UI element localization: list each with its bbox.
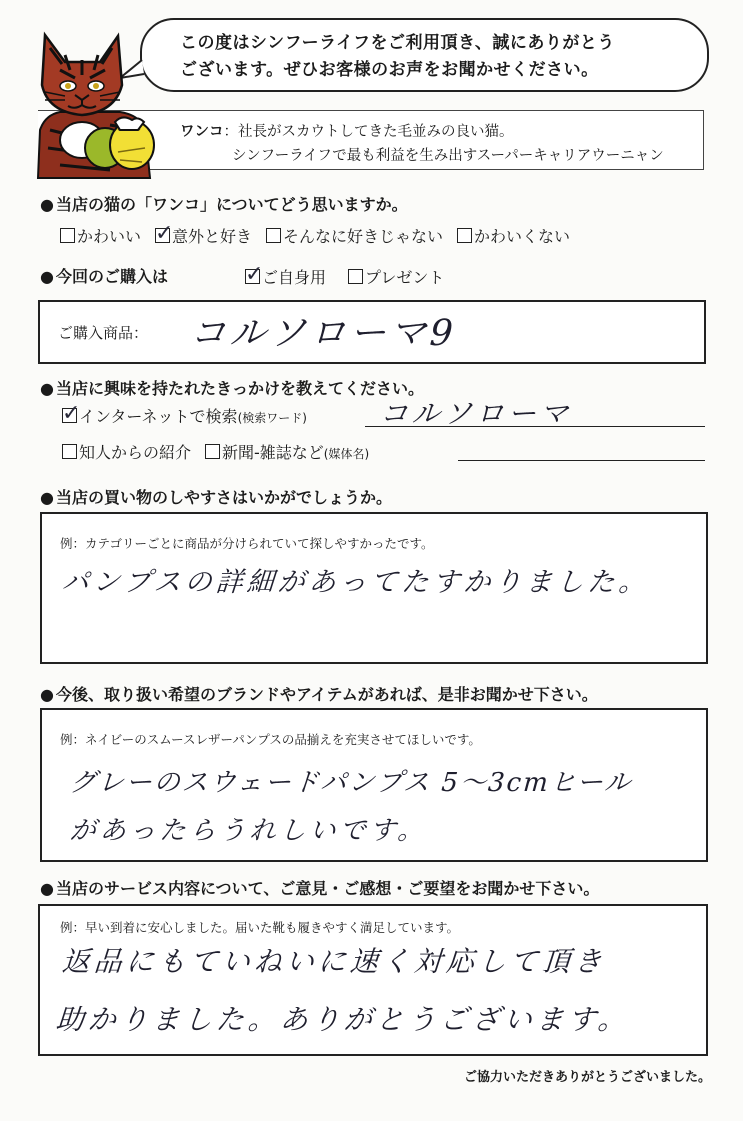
q3-option-internet[interactable] — [62, 401, 307, 427]
check-mark-icon: ✓ — [62, 401, 81, 426]
q6-example: 例：早い到着に安心しました。届いた靴も履きやすく満足しています。 — [60, 920, 460, 935]
q1-question: ● 当店の猫の「ワンコ」についてどう思いますか。 — [40, 192, 408, 215]
mascot-desc-1: ：社長がスカウトしてきた毛並みの良い猫。 — [223, 124, 514, 140]
check-mark-icon: ✓ — [155, 221, 174, 246]
q3-options-row2 — [62, 440, 369, 463]
check-mark-icon: ✓ — [245, 262, 264, 287]
search-word-value[interactable]: コルソローマ — [378, 397, 574, 430]
q1-option-sonnani[interactable] — [266, 224, 443, 247]
media-name-line — [458, 460, 705, 461]
q2-options — [245, 262, 445, 288]
checkbox-icon[interactable] — [205, 444, 220, 459]
mascot-desc-2: シンフーライフで最も利益を生み出すスーパーキャリアウーニャン — [232, 148, 664, 164]
q3-question: ● 当店に興味を持たれたきっかけを教えてください。 — [40, 376, 424, 399]
speech-line-1: この度はシンフーライフをご利用頂き、誠にありがとう — [180, 33, 615, 53]
product-value[interactable]: コルソローマ9 — [188, 313, 459, 354]
q4-example: 例：カテゴリーごとに商品が分けられていて探しやすかったです。 — [60, 536, 434, 551]
q6-question: ● 当店のサービス内容について、ご意見・ご感想・ご要望をお聞かせ下さい。 — [40, 876, 599, 899]
q2-option-label: ご自身用 — [262, 268, 327, 287]
q3-option-referral[interactable] — [62, 440, 191, 463]
q1-option-label: 意外と好き — [172, 227, 253, 246]
checkbox-icon[interactable] — [245, 262, 264, 287]
q1-option-label: かわいくない — [474, 227, 571, 246]
q1-options — [60, 221, 571, 247]
q1-option-kawaikunai[interactable] — [457, 224, 570, 247]
q3-option-internet-sub: (検索ワード) — [237, 411, 307, 425]
q3-option-internet-label: インターネットで検索 — [79, 407, 238, 426]
q1-option-kawaii[interactable] — [60, 224, 141, 247]
q2-option-self[interactable] — [245, 262, 327, 288]
q5-question: ● 今後、取り扱い希望のブランドやアイテムがあれば、是非お聞かせ下さい。 — [40, 682, 598, 705]
checkbox-icon[interactable] — [62, 401, 81, 426]
q3-option-referral-label: 知人からの紹介 — [79, 443, 192, 462]
q6-answer-line-2[interactable]: 助かりました。ありがとうございます。 — [54, 1003, 631, 1036]
checkbox-icon[interactable] — [266, 228, 281, 243]
q3-option-media[interactable] — [205, 440, 369, 463]
speech-line-2: ございます。ぜひお客様のお声をお聞かせください。 — [180, 60, 599, 80]
cat-mascot-icon — [20, 30, 170, 180]
q5-answer-line-1[interactable]: グレーのスウェードパンプス 5〜3cmヒール — [68, 768, 634, 798]
q3-option-media-label: 新聞-雑誌など — [222, 443, 324, 462]
checkbox-icon[interactable] — [60, 228, 75, 243]
q2-option-label: プレゼント — [365, 268, 445, 287]
q5-answer-line-2[interactable]: があったらうれしいです。 — [68, 816, 429, 846]
q2-option-present[interactable] — [348, 265, 444, 288]
q6-answer-line-1[interactable]: 返品にもていねいに速く対応して頂き — [60, 945, 608, 978]
checkbox-icon[interactable] — [155, 221, 174, 246]
q5-example: 例：ネイビーのスムースレザーパンプスの品揃えを充実させてほしいです。 — [60, 732, 481, 747]
q1-option-label: かわいい — [77, 227, 142, 246]
mascot-name: ワンコ — [180, 124, 224, 140]
checkbox-icon[interactable] — [62, 444, 77, 459]
q4-answer[interactable]: パンプスの詳細があってたすかりました。 — [60, 567, 651, 598]
q3-option-media-sub: (媒体名) — [323, 447, 370, 461]
checkbox-icon[interactable] — [457, 228, 472, 243]
q1-option-igai[interactable] — [155, 221, 253, 247]
mascot-description — [180, 120, 664, 168]
product-label: ご購入商品： — [58, 324, 149, 342]
q4-question: ● 当店の買い物のしやすさはいかがでしょうか。 — [40, 485, 392, 508]
q1-option-label: そんなに好きじゃない — [283, 227, 444, 246]
checkbox-icon[interactable] — [348, 269, 363, 284]
q2-question: ● 今回のご購入は — [40, 264, 168, 287]
footer-thanks: ご協力いただきありがとうございました。 — [463, 1070, 711, 1085]
speech-text — [180, 30, 615, 84]
